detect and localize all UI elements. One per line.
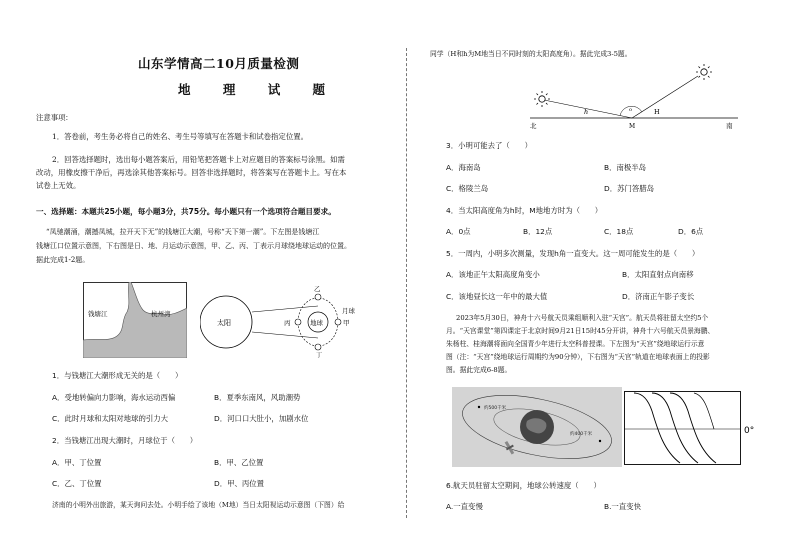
label-south: 南 [726, 122, 733, 130]
section-1-heading: 一、选择题：本题共25小题，每小题3分，共75分。每小题只有一个选项符合题目要求。 [36, 207, 336, 216]
q1-option-b[interactable]: B．夏季东南风，风助潮势 [214, 393, 301, 402]
moon-label: 月球 [342, 307, 355, 315]
label-north: 北 [530, 122, 537, 130]
question-1: 1．与钱塘江大潮形成无关的是（ ） [52, 371, 183, 380]
earth-label: 地球 [310, 319, 323, 327]
question-4: 4．当太阳高度角为h时，M地地方时为（ ） [446, 206, 603, 215]
para-line-4: 图（注：“天宫”绕地球运行周期约为90分钟），下右图为“天宫”轨道在地球表面上的投影 [446, 353, 710, 361]
q5-option-b[interactable]: B．太阳直射点向南移 [622, 270, 694, 279]
intro-line-1: “凤驰潮涌，潮撼凤城，拉开天下无”的钱塘江大潮，号称“天下第一潮”。下左图是钱塘江 [46, 228, 320, 236]
note-2-line-2: 改动，用橡皮擦干净后，再选涂其他答案标号。回答非选择题时，将答案写在答题卡上。写在本 [36, 168, 347, 177]
passage-bottom-line: 济南的小明外出旅游，某天询问去处。小明手绘了该地（M地）当日太阳视运动示意图（下图）给 [52, 501, 345, 509]
note-1: 1．答卷前，考生务必将自己的姓名、考生号等填写在答题卡和试卷指定位置。 [52, 132, 308, 141]
sun-earth-moon-diagram [200, 282, 368, 358]
position-top: 乙 [314, 285, 321, 293]
sun-icon-left [534, 91, 550, 107]
question-3: 3．小明可能去了（ ） [446, 141, 533, 150]
q2-option-d[interactable]: D．甲、丙位置 [214, 479, 265, 488]
subject-title: 地 理 试 题 [178, 82, 340, 97]
q2-option-b[interactable]: B．甲、乙位置 [214, 458, 264, 467]
q4-option-d[interactable]: D．6点 [678, 227, 704, 236]
equator-label: 0° [744, 426, 755, 436]
map-label-bay: 杭州湾 [151, 310, 171, 318]
sun-label: 太阳 [217, 319, 231, 327]
position-right: 甲 [343, 319, 350, 327]
label-h-small: h [584, 108, 589, 116]
sun-icon-right [696, 64, 712, 80]
label-o: o [629, 107, 633, 113]
q3-option-a[interactable]: A．海南岛 [446, 163, 481, 172]
q2-option-c[interactable]: C．乙、丁位置 [52, 479, 102, 488]
q5-option-a[interactable]: A．该地正午太阳高度角变小 [446, 270, 540, 279]
q3-option-b[interactable]: B．南极半岛 [604, 163, 647, 172]
intro-line-2: 钱塘江口位置示意图，下右图是日、地、月运动示意图，甲、乙、丙、丁表示月球绕地球运动的位置。 [36, 242, 351, 250]
right-page [408, 0, 794, 560]
q4-option-b[interactable]: B．12点 [523, 227, 553, 236]
position-bottom: 丁 [316, 352, 323, 358]
label-h-big: H [654, 108, 660, 116]
q2-option-a[interactable]: A．甲、丁位置 [52, 458, 102, 467]
q5-option-c[interactable]: C．该地昼长这一年中的最大值 [446, 292, 548, 301]
question-6: 6.航天员驻留太空期间，地球公转速度（ ） [446, 481, 601, 490]
question-5: 5．一周内，小明多次测量，发现h角一直变大。这一周可能发生的是（ ） [446, 249, 700, 258]
q3-option-c[interactable]: C．格陵兰岛 [446, 184, 489, 193]
para-line-3: 朱杨柱、桂海潮将面向全国青少年进行太空科普授课。下左图为“天宫”绕地球运行示意 [446, 340, 705, 348]
note-2-line-1: 2．回答选择题时，选出每小题答案后，用铅笔把答题卡上对应题目的答案标号涂黑。如需 [52, 155, 345, 164]
ground-track-diagram [624, 391, 768, 469]
passage-top-line: 同学（H和h为M地当日不同时刻的太阳高度角）。据此完成3-5题。 [430, 50, 632, 58]
tiangong-orbit-diagram [452, 387, 622, 467]
notes-heading: 注意事项: [36, 113, 69, 122]
map-label-river: 钱塘江 [88, 310, 108, 318]
note-2-line-3: 试卷上无效。 [36, 181, 81, 190]
para-line-1: 2023年5月30日，神舟十六号航天员乘组顺利入驻“天宫”。航天员将驻留太空约5个 [456, 314, 709, 322]
q4-option-c[interactable]: C．18点 [604, 227, 634, 236]
label-m: M [629, 123, 636, 130]
para-line-5: 图。据此完成6-8题。 [446, 366, 512, 374]
q6-option-b[interactable]: B.一直变快 [604, 502, 641, 511]
q1-option-a[interactable]: A．受地转偏向力影响，海水运动西偏 [52, 393, 176, 402]
para-line-2: 月。“天宫课堂”第四课定于北京时间9月21日15时45分开讲，神舟十六号航天员景海鹏、 [446, 327, 715, 335]
q1-option-c[interactable]: C．此时月球和太阳对地球的引力大 [52, 414, 169, 423]
exam-title: 山东学情高二10月质量检测 [138, 56, 300, 71]
qiantang-estuary-map [83, 282, 187, 358]
orbit-label-2: 约400千米 [570, 432, 593, 437]
sun-altitude-diagram [514, 62, 744, 132]
column-divider [406, 48, 407, 518]
question-2: 2．当钱塘江出现大潮时，月球位于（ ） [52, 436, 198, 445]
intro-line-3: 据此完成1-2题。 [36, 256, 90, 264]
q3-option-d[interactable]: D．苏门答腊岛 [604, 184, 655, 193]
q4-option-a[interactable]: A．0点 [446, 227, 471, 236]
position-left: 丙 [284, 319, 291, 327]
orbit-label-1: 约500千米 [484, 406, 507, 411]
q6-option-a[interactable]: A.一直变慢 [446, 502, 483, 511]
q1-option-d[interactable]: D．河口口大肚小，加剧水位 [214, 414, 309, 423]
q5-option-d[interactable]: D．济南正午影子变长 [622, 292, 695, 301]
